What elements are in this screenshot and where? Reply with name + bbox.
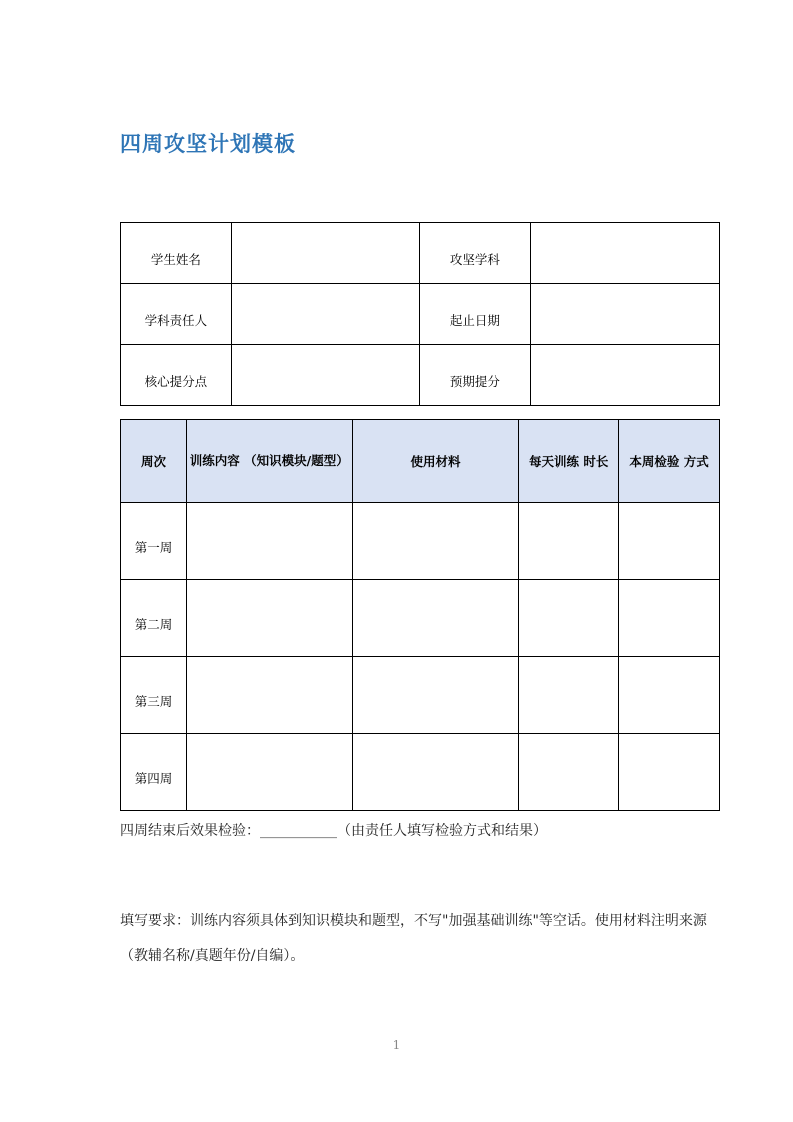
week-label: 第二周 — [121, 580, 187, 657]
materials-cell[interactable] — [352, 657, 519, 734]
table-header-row — [121, 420, 720, 503]
date-range-label: 起止日期 — [419, 284, 531, 345]
check-method-cell[interactable] — [619, 657, 720, 734]
subject-label: 攻坚学科 — [419, 223, 531, 284]
student-info-table — [120, 222, 720, 406]
subject-field[interactable] — [531, 223, 720, 284]
week-label: 第一周 — [121, 503, 187, 580]
requirements-note: 填写要求：训练内容须具体到知识模块和题型，不写"加强基础训练"等空话。使用材料注明来源（教辅名称/真题年份/自编）。 — [120, 913, 707, 964]
page-number: 1 — [392, 1038, 401, 1052]
core-points-field[interactable] — [231, 345, 419, 406]
student-name-label: 学生姓名 — [121, 223, 232, 284]
daily-time-cell[interactable] — [519, 580, 619, 657]
table-row — [121, 345, 720, 406]
materials-cell[interactable] — [352, 503, 519, 580]
materials-cell[interactable] — [352, 734, 519, 811]
materials-cell[interactable] — [352, 580, 519, 657]
student-name-field[interactable] — [231, 223, 419, 284]
core-points-label: 核心提分点 — [121, 345, 232, 406]
content-cell[interactable] — [186, 657, 352, 734]
content-cell[interactable] — [186, 503, 352, 580]
expected-gain-field[interactable] — [531, 345, 720, 406]
daily-time-cell[interactable] — [519, 734, 619, 811]
week-label: 第四周 — [121, 734, 187, 811]
weekly-plan-table — [120, 419, 720, 811]
daily-time-cell[interactable] — [519, 657, 619, 734]
responsible-label: 学科责任人 — [121, 284, 232, 345]
daily-time-cell[interactable] — [519, 503, 619, 580]
table-row — [121, 503, 720, 580]
page-title: 四周攻坚计划模板 — [120, 132, 296, 156]
week-label: 第三周 — [121, 657, 187, 734]
content-cell[interactable] — [186, 580, 352, 657]
table-row — [121, 284, 720, 345]
table-row — [121, 734, 720, 811]
check-method-cell[interactable] — [619, 503, 720, 580]
header-daily-time: 每天训练 时长 — [519, 420, 619, 503]
date-range-field[interactable] — [531, 284, 720, 345]
expected-gain-label: 预期提分 — [419, 345, 531, 406]
header-content: 训练内容 （知识模块/题型） — [186, 420, 352, 503]
check-method-cell[interactable] — [619, 580, 720, 657]
content-cell[interactable] — [186, 734, 352, 811]
table-row — [121, 223, 720, 284]
responsible-field[interactable] — [231, 284, 419, 345]
header-check-method: 本周检验 方式 — [619, 420, 720, 503]
table-row — [121, 657, 720, 734]
table-row — [121, 580, 720, 657]
header-materials: 使用材料 — [352, 420, 519, 503]
header-week: 周次 — [121, 420, 187, 503]
check-method-cell[interactable] — [619, 734, 720, 811]
after-check-line: 四周结束后效果检验：___________（由责任人填写检验方式和结果） — [120, 823, 547, 839]
